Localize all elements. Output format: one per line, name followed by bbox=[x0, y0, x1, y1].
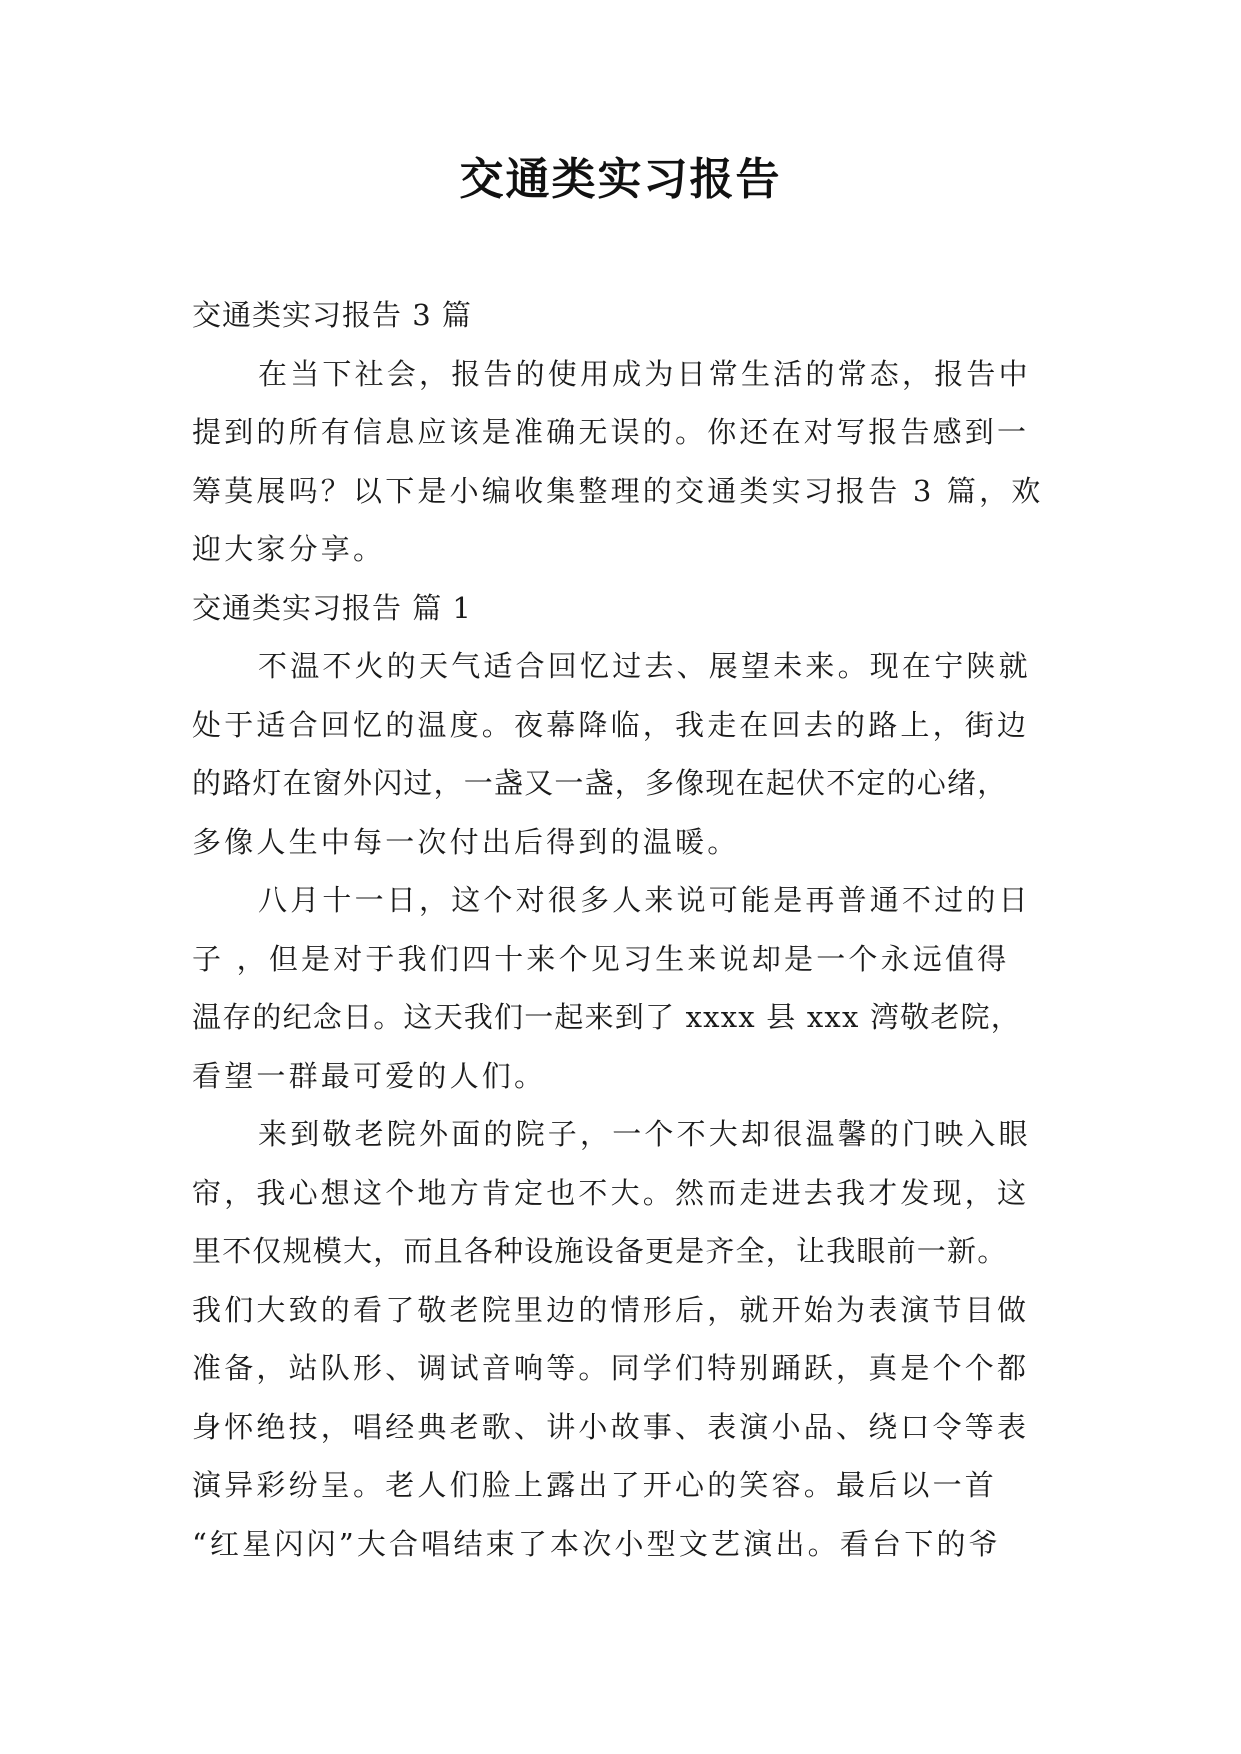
document-body bbox=[192, 286, 1062, 1573]
paragraph-line: 的路灯在窗外闪过，一盏又一盏，多像现在起伏不定的心绪， bbox=[192, 766, 1008, 800]
paragraph-line: 不温不火的天气适合回忆过去、展望未来。现在宁陕就 bbox=[258, 649, 1031, 683]
paragraph-line: 筹莫展吗？以下是小编收集整理的交通类实习报告 3 篇，欢 bbox=[192, 473, 1044, 508]
paragraph-line: 我们大致的看了敬老院里边的情形后，就开始为表演节目做 bbox=[192, 1292, 1030, 1327]
paragraph-line: “红星闪闪”大合唱结束了本次小型文艺演出。看台下的爷 bbox=[192, 1526, 1001, 1561]
paragraph-line: 温存的纪念日。这天我们一起来到了 xxxx 县 xxx 湾敬老院， bbox=[192, 1000, 1021, 1034]
paragraph-line: 八月十一日，这个对很多人来说可能是再普通不过的日 bbox=[258, 883, 1031, 917]
paragraph-line: 提到的所有信息应该是准确无误的。你还在对写报告感到一 bbox=[192, 415, 1030, 449]
paragraph-line: 里不仅规模大，而且各种设施设备更是齐全，让我眼前一新。 bbox=[192, 1234, 1008, 1268]
paragraph-line: 身怀绝技，唱经典老歌、讲小故事、表演小品、绕口令等表 bbox=[192, 1409, 1030, 1444]
paragraph-line: 迎大家分享。 bbox=[192, 532, 386, 566]
paragraph-line: 准备，站队形、调试音响等。同学们特别踊跃，真是个个都 bbox=[192, 1351, 1030, 1385]
paragraph-line: 看望一群最可爱的人们。 bbox=[192, 1058, 547, 1093]
paragraph-line: 来到敬老院外面的院子，一个不大却很温馨的门映入眼 bbox=[258, 1117, 1031, 1151]
paragraph-line: 在当下社会，报告的使用成为日常生活的常态，报告中 bbox=[258, 356, 1031, 391]
subtitle-line: 交通类实习报告 3 篇 bbox=[192, 298, 472, 332]
paragraph-line: 处于适合回忆的温度。夜幕降临，我走在回去的路上，街边 bbox=[192, 707, 1030, 742]
section-heading: 交通类实习报告 篇 1 bbox=[192, 590, 472, 625]
paragraph-line: 子 ，但是对于我们四十来个见习生来说却是一个永远值得 bbox=[192, 941, 1010, 976]
document-title: 交通类实习报告 bbox=[459, 154, 782, 205]
paragraph-line: 帘，我心想这个地方肯定也不大。然而走进去我才发现，这 bbox=[192, 1175, 1030, 1210]
paragraph-line: 演异彩纷呈。老人们脸上露出了开心的笑容。最后以一首 bbox=[192, 1468, 998, 1502]
paragraph-line: 多像人生中每一次付出后得到的温暖。 bbox=[192, 824, 740, 859]
